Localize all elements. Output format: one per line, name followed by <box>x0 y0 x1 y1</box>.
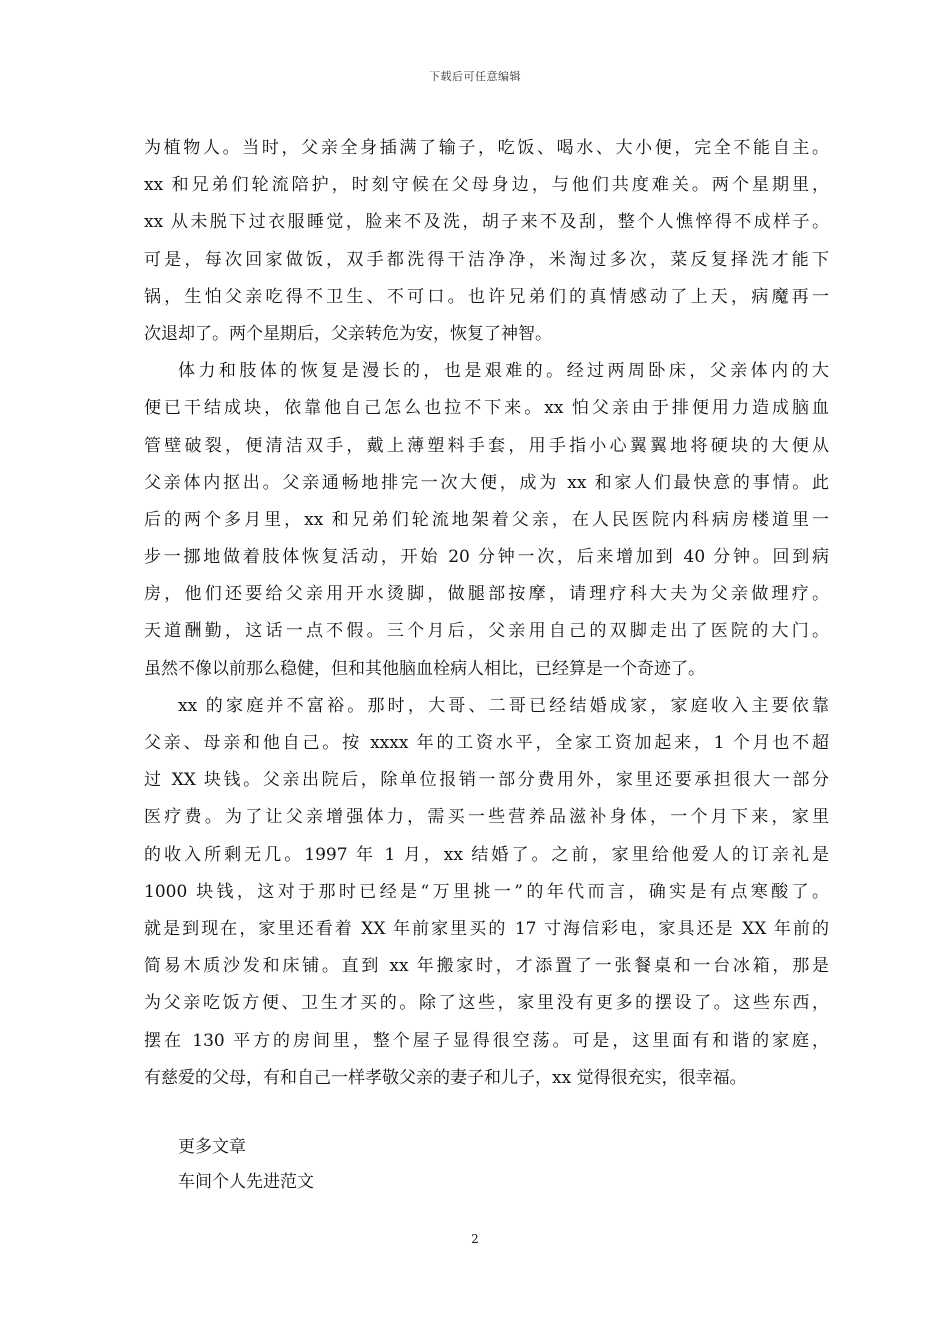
more-articles-heading: 更多文章 <box>178 1137 246 1157</box>
paragraph-line: 可是，每次回家做饭，双手都洗得干洁净净，米淘过多次，菜反复择洗才能下 <box>144 249 829 270</box>
paragraph-line: 有慈爱的父母，有和自己一样孝敬父亲的妻子和儿子，xx 觉得很充实，很幸福。 <box>144 1067 747 1088</box>
paragraph-line: 虽然不像以前那么稳健，但和其他脑血栓病人相比，已经算是一个奇迹了。 <box>144 658 705 679</box>
paragraph-3 <box>144 688 829 1097</box>
paragraph-1 <box>144 130 829 353</box>
paragraph-line: 父亲、母亲和他自己。按 xxxx 年的工资水平，全家工资加起来，1 个月也不超 <box>144 733 829 753</box>
paragraph-line: xx 从未脱下过衣服睡觉，脸来不及洗，胡子来不及刮，整个人憔悴得不成样子。 <box>144 212 829 233</box>
paragraph-line: xx 的家庭并不富裕。那时，大哥、二哥已经结婚成家，家庭收入主要依靠 <box>178 695 829 716</box>
article-body <box>144 130 829 1097</box>
page-header: 下载后可任意编辑 <box>429 70 521 83</box>
paragraph-line: 为植物人。当时，父亲全身插满了输子，吃饭、喝水、大小便，完全不能自主。 <box>144 138 829 158</box>
paragraph-2 <box>144 353 829 688</box>
paragraph-line: 房，他们还要给父亲用开水烫脚，做腿部按摩，请理疗科大夫为父亲做理疗。 <box>144 584 829 605</box>
paragraph-line: 过 XX 块钱。父亲出院后，除单位报销一部分费用外，家里还要承担很大一部分 <box>144 770 829 791</box>
paragraph-line: 步一挪地做着肢体恢复活动，开始 20 分钟一次，后来增加到 40 分钟。回到病 <box>144 547 829 568</box>
paragraph-line: 医疗费。为了让父亲增强体力，需买一些营养品滋补身体，一个月下来，家里 <box>144 807 829 828</box>
related-article-link[interactable]: 车间个人先进范文 <box>178 1172 314 1192</box>
paragraph-line: 父亲体内抠出。父亲通畅地排完一次大便，成为 xx 和家人们最快意的事情。此 <box>144 472 829 493</box>
paragraph-line: 后的两个多月里，xx 和兄弟们轮流地架着父亲，在人民医院内科病房楼道里一 <box>144 509 829 530</box>
paragraph-line: 次退却了。两个星期后，父亲转危为安，恢复了神智。 <box>144 323 552 344</box>
paragraph-line: 1000 块钱，这对于那时已经是“万里挑一”的年代而言，确实是有点寒酸了。 <box>144 881 829 902</box>
paragraph-line: 为父亲吃饭方便、卫生才买的。除了这些，家里没有更多的摆设了。这些东西， <box>144 993 829 1014</box>
page-number: 2 <box>471 1232 479 1246</box>
paragraph-line: 锅，生怕父亲吃得不卫生、不可口。也许兄弟们的真情感动了上天，病魔再一 <box>144 286 829 307</box>
paragraph-line: xx 和兄弟们轮流陪护，时刻守候在父母身边，与他们共度难关。两个星期里， <box>144 175 829 196</box>
paragraph-line: 的收入所剩无几。1997 年 1 月，xx 结婚了。之前，家里给他爱人的订亲礼是 <box>144 844 829 865</box>
paragraph-line: 管壁破裂，便清洁双手，戴上薄塑料手套，用手指小心翼翼地将硬块的大便从 <box>144 435 829 456</box>
paragraph-line: 天道酬勤，这话一点不假。三个月后，父亲用自己的双脚走出了医院的大门。 <box>144 621 829 642</box>
paragraph-line: 体力和肢体的恢复是漫长的，也是艰难的。经过两周卧床，父亲体内的大 <box>178 361 829 382</box>
paragraph-line: 便已干结成块，依靠他自己怎么也拉不下来。xx 怕父亲由于排便用力造成脑血 <box>144 398 829 419</box>
paragraph-line: 摆在 130 平方的房间里，整个屋子显得很空荡。可是，这里面有和谐的家庭， <box>144 1030 829 1051</box>
paragraph-line: 简易木质沙发和床铺。直到 xx 年搬家时，才添置了一张餐桌和一台冰箱，那是 <box>144 956 829 977</box>
paragraph-line: 就是到现在，家里还看着 XX 年前家里买的 17 寸海信彩电，家具还是 XX 年前的 <box>144 918 829 939</box>
